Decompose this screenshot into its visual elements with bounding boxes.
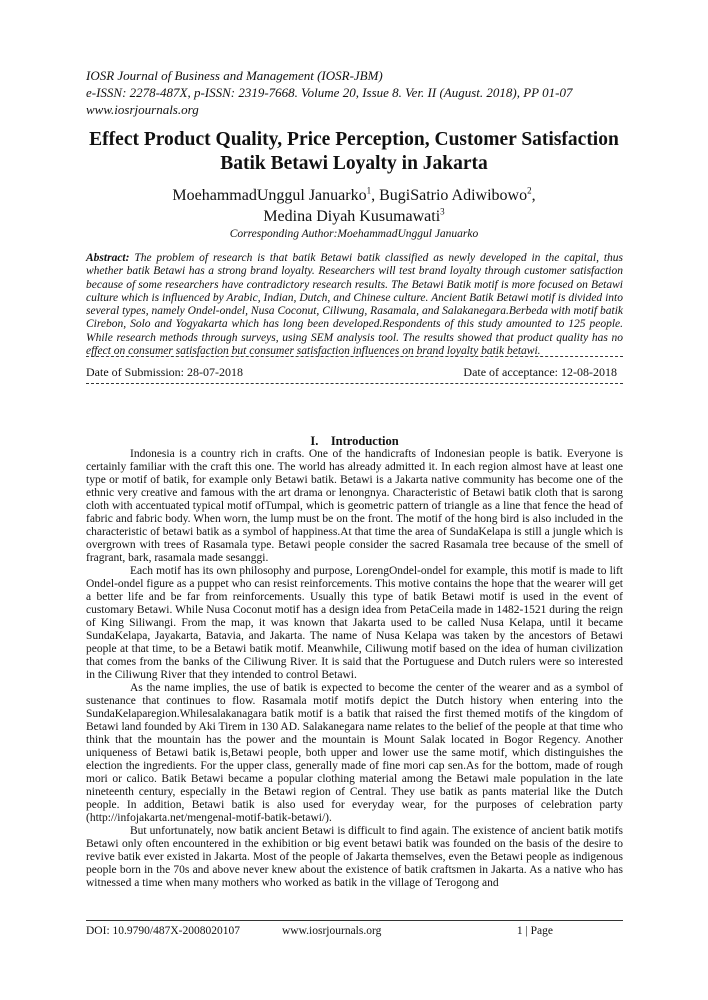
author-block xyxy=(70,185,638,242)
section-heading: I. Introduction xyxy=(310,434,399,448)
title-line-2: Batik Betawi Loyalty in Jakarta xyxy=(220,153,488,174)
page-footer xyxy=(86,920,623,937)
corresponding-author: Corresponding Author:MoehammadUnggul Januarko xyxy=(229,228,479,240)
paragraph-2: Each motif has its own philosophy and purpose, LorengOndel-ondel for example, this motif is made to lift Ondel-ondel figure as a puppet who can resist reinforcements. This motive contains the hope that the wearer will get a better life and be far from reinforcements. Usually this type of batik Betawi motif is used in the event of customary Betawi. While Nusa Coconut motif has a design idea from PetaCeila made in 1482-1521 during the reign of King Siliwangi. From the map, it was known that Jakarta used to be called Nusa Kelapa, until it became SundaKelapa, Jayakarta, Batavia, and Jakarta. The name of Nusa Kelapa was taken by the ancestors of Betawi people at that time, to be a Betawi batik motif. Meanwhile, Ciliwung motif based on the idea of human civilization that comes from the banks of the Ciliwung River. It is said that the Portuguese and Dutch rulers were so interested in the Ciliwung River that they intended to control Betawi. xyxy=(86,565,623,681)
footer-page-number: 1 | Page xyxy=(516,925,553,937)
author-3-affil: 3 xyxy=(440,206,445,217)
author-2: BugiSatrio Adiwibowo xyxy=(379,187,528,204)
dashed-divider-bottom xyxy=(86,383,623,384)
abstract xyxy=(86,252,623,358)
footer-doi: DOI: 10.9790/487X-2008020107 xyxy=(86,925,240,937)
author-separator: , xyxy=(371,187,380,204)
dashed-divider-top xyxy=(86,356,623,357)
author-1: MoehammadUnggul Januarko xyxy=(172,187,367,204)
paper-title xyxy=(70,128,638,176)
title-line-1: Effect Product Quality, Price Perception, Customer Satisfaction xyxy=(89,129,619,150)
author-3: Medina Diyah Kusumawati xyxy=(263,208,441,225)
date-of-acceptance: Date of acceptance: 12-08-2018 xyxy=(463,365,617,379)
journal-header xyxy=(86,67,626,118)
abstract-text: The problem of research is that batik Betawi batik classified as newly developed in the capital, thus whether batik Betawi has a strong brand loyalty. Researchers will test brand loyalty through customer satisfaction because of some researchers have contradictory research results. The Betawi Batik motif is more focused on Betawi culture which is influenced by Arabic, Indian, Dutch, and Chinese culture. Ancient Batik Betawi motif is divided into several types, namely Ondel-ondel, Nusa Coconut, Ciliwung, Rasamala, and Salakanegara.Berbeda with motif batik Cirebon, Solo and Yogyakarta which has long been developed.Respondents of this study amounted to 125 people. While research methods through surveys, using SEM analysis tool. The results showed that product quality has no effect on consumer satisfaction but consumer satisfaction influences on brand loyalty batik betawi. xyxy=(86,252,623,358)
date-of-submission: Date of Submission: 28-07-2018 xyxy=(86,365,243,379)
paragraph-4: But unfortunately, now batik ancient Betawi is difficult to find again. The existence of ancient batik motifs Betawi only often encountered in the exhibition or big event betawi batik was founded on the basis of the desire to revive batik ever existed in Jakarta. Most of the people of Jakarta themselves, even the Betawi people as indigenous people born in the 70s and above never knew about the existence of batik craftsmen in Jakarta. As a native who has witnessed a time when many mothers who worked as batik in the village of Terogong and xyxy=(86,825,623,889)
author-1-affil: 1 xyxy=(366,185,372,196)
journal-website: www.iosrjournals.org xyxy=(86,102,199,117)
author-separator: , xyxy=(531,187,536,204)
author-2-affil: 2 xyxy=(527,185,532,196)
journal-name: IOSR Journal of Business and Management (IOSR-JBM) xyxy=(86,68,383,83)
footer-website: www.iosrjournals.org xyxy=(282,925,382,937)
paragraph-3: As the name implies, the use of batik is expected to become the center of the wearer and as a symbol of sustenance that continues to flow. Rasamala motif motifs depict the Dutch history when entering into the SundaKelaparegion.Whilesalakanagara batik motif is a batik that raised the first themed motifs of the kingdom of Betawi land founded by Aki Tirem in 130 AD. Salakanegara name relates to the belief of the people at that time who think that the mountain has the power and the mountain is Mount Salak located in Bogor Regency. Another uniqueness of Betawi batik is,Betawi people, both upper and lower use the same motif, which distinguishes the election the ingredients. For the upper class, generally made of fine mori cap sen.As for the bottom, made of rough mori or calico. Batik Betawi became a popular clothing material among the Betawi male population in the late nineteenth century, especially in the Betawi region of Central. They use batik as pants material like the Dutch people. In addition, Betawi batik is also used for everyday wear, for the purposes of celebration party (http://infojakarta.net/mengenal-motif-batik-betawi/). xyxy=(86,682,623,824)
journal-issn: e-ISSN: 2278-487X, p-ISSN: 2319-7668. Volume 20, Issue 8. Ver. II (August. 2018), PP 01-07 xyxy=(86,85,573,100)
author-line-2 xyxy=(70,206,638,227)
paragraph-1: Indonesia is a country rich in crafts. One of the handicrafts of Indonesian people is batik. Everyone is certainly familiar with the craft this one. The world has already admitted it. In each region almost have at least one type or motif of batik, for example only Betawi batik. Betawi is a Jakarta native community has become one of the ethnic very creative and famous with the art drama or lenongnya. Characteristic of Betawi batik cloth that is sarong cloth with accentuated typical motif ofTumpal, which is geometric pattern of triangle as a line that fence the head of fabric and fabric body. When worn, the lump must be on the front. The motif of the hong bird is also included in the characteristic of betawi batik as a symbol of happiness.At that time the area of SundaKelapa is still a jungle which is overgrown with trees of Rasamala type. Betawi people consider the sacred Rasamala tree because of the smell of fragrant, bark, rasamala made sesanggi. xyxy=(86,448,623,564)
author-line-1 xyxy=(70,185,638,206)
abstract-label: Abstract: xyxy=(86,252,130,264)
body-text xyxy=(86,448,623,890)
